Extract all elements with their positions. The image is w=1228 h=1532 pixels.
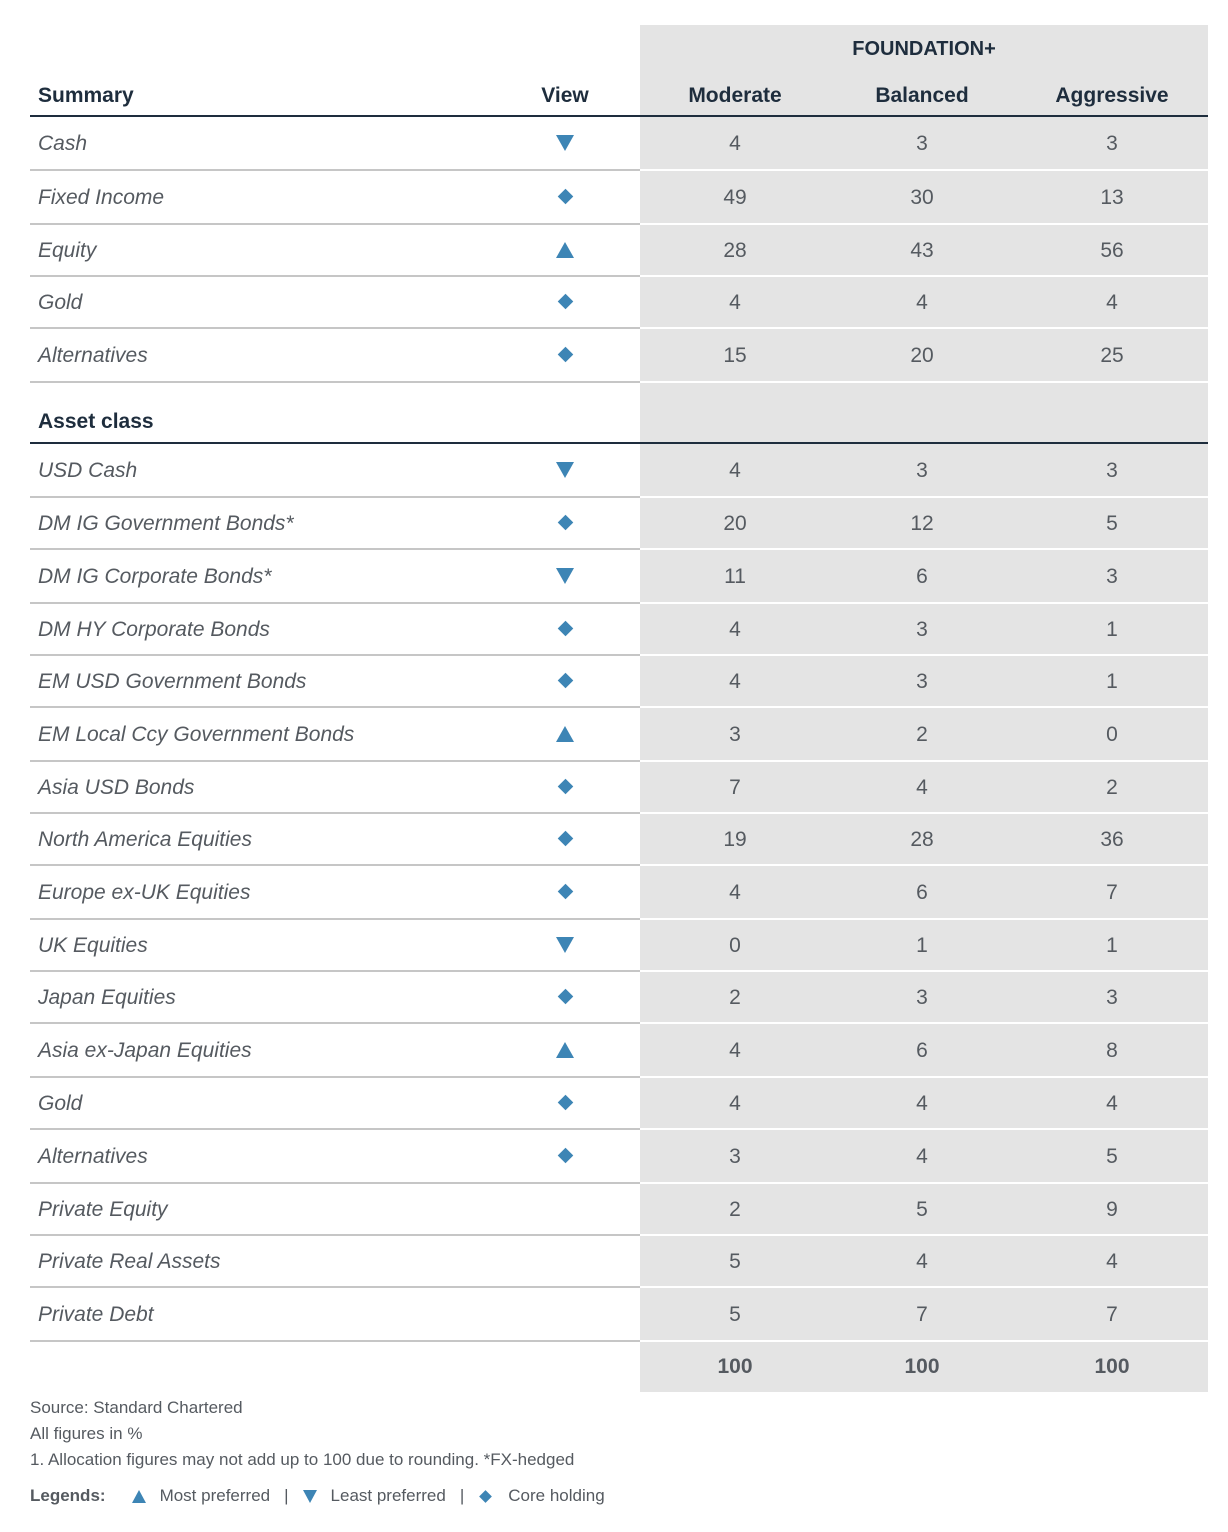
value-balanced: 4 (916, 1145, 928, 1168)
value-balanced: 6 (916, 565, 928, 588)
triangle-up-icon (556, 242, 574, 258)
legend-least-preferred: Least preferred (330, 1486, 446, 1505)
view-indicator (545, 1095, 585, 1113)
triangle-down-icon (303, 1490, 317, 1503)
row-label: DM IG Corporate Bonds* (38, 565, 272, 588)
legend (30, 1486, 605, 1506)
table-row (30, 1236, 1208, 1288)
value-balanced: 1 (916, 934, 928, 957)
diamond-icon (479, 1490, 492, 1503)
value-aggressive: 2 (1106, 776, 1118, 799)
legend-separator: | (459, 1486, 465, 1505)
table-row (30, 225, 1208, 277)
value-balanced: 12 (910, 512, 934, 535)
view-header: View (541, 84, 589, 107)
triangle-up-icon (556, 726, 574, 742)
row-label: Cash (38, 132, 88, 155)
diamond-icon (557, 831, 573, 847)
totals-row (30, 1343, 1208, 1393)
row-label: Gold (38, 1092, 83, 1115)
table-row (30, 550, 1208, 604)
table-row (30, 498, 1208, 550)
row-label: Private Debt (38, 1303, 154, 1326)
value-balanced: 4 (916, 291, 928, 314)
table-row (30, 972, 1208, 1024)
row-label: Europe ex-UK Equities (38, 881, 251, 904)
value-aggressive: 8 (1106, 1039, 1118, 1062)
view-indicator (545, 462, 585, 483)
value-moderate: 4 (729, 670, 741, 693)
row-label: DM IG Government Bonds* (38, 512, 294, 535)
value-moderate: 3 (729, 1145, 741, 1168)
value-balanced: 3 (916, 618, 928, 641)
value-balanced: 7 (916, 1303, 928, 1326)
row-label: Gold (38, 291, 83, 314)
row-label: Asia ex-Japan Equities (38, 1039, 252, 1062)
table-row (30, 171, 1208, 225)
view-indicator (545, 242, 585, 263)
value-aggressive: 13 (1100, 186, 1124, 209)
value-moderate: 4 (729, 1039, 741, 1062)
diamond-icon (557, 515, 573, 531)
value-moderate: 4 (729, 1092, 741, 1115)
row-divider (640, 1340, 1208, 1342)
diamond-icon (557, 347, 573, 363)
value-balanced: 43 (910, 239, 934, 262)
value-aggressive: 3 (1106, 986, 1118, 1009)
value-balanced: 4 (916, 1092, 928, 1115)
triangle-down-icon (556, 462, 574, 478)
value-balanced: 3 (916, 670, 928, 693)
view-indicator (545, 937, 585, 958)
value-moderate: 7 (729, 776, 741, 799)
diamond-icon (557, 1148, 573, 1164)
value-aggressive: 5 (1106, 1145, 1118, 1168)
diamond-icon (557, 621, 573, 637)
value-aggressive: 25 (1100, 344, 1124, 367)
diamond-icon (557, 1095, 573, 1111)
legend-most-preferred: Most preferred (159, 1486, 271, 1505)
legend-separator: | (284, 1486, 289, 1505)
value-aggressive: 36 (1100, 828, 1124, 851)
units-note: All figures in % (30, 1424, 143, 1443)
view-indicator (545, 884, 585, 902)
value-balanced: 2 (916, 723, 928, 746)
value-aggressive: 3 (1106, 565, 1118, 588)
table-row (30, 920, 1208, 972)
row-label: North America Equities (38, 828, 252, 851)
value-balanced: 30 (910, 186, 934, 209)
row-label: USD Cash (38, 459, 138, 482)
table-row (30, 708, 1208, 762)
value-aggressive: 5 (1106, 512, 1118, 535)
triangle-down-icon (556, 568, 574, 584)
row-label: Alternatives (38, 344, 148, 367)
triangle-down-icon (556, 135, 574, 151)
row-label: Equity (38, 239, 97, 262)
view-indicator (545, 135, 585, 156)
diamond-icon (557, 779, 573, 795)
value-moderate: 28 (723, 239, 747, 262)
row-label: Private Real Assets (38, 1250, 221, 1273)
table-row (30, 814, 1208, 866)
view-indicator (545, 621, 585, 639)
triangle-up-icon (132, 1490, 146, 1503)
value-moderate: 20 (723, 512, 747, 535)
value-aggressive: 4 (1106, 291, 1118, 314)
diamond-icon (557, 989, 573, 1005)
table-row (30, 444, 1208, 498)
row-divider (640, 381, 1208, 383)
value-balanced: 6 (916, 881, 928, 904)
view-indicator (545, 779, 585, 797)
view-indicator (545, 568, 585, 589)
value-balanced: 3 (916, 986, 928, 1009)
value-aggressive: 7 (1106, 881, 1118, 904)
foundation-group-header: FOUNDATION+ (852, 38, 996, 60)
diamond-icon (557, 294, 573, 310)
table-row (30, 117, 1208, 171)
table-row (30, 604, 1208, 656)
table-row (30, 762, 1208, 814)
value-balanced: 5 (916, 1198, 928, 1221)
value-aggressive: 3 (1106, 132, 1118, 155)
view-indicator (545, 1148, 585, 1166)
row-label: DM HY Corporate Bonds (38, 618, 270, 641)
table-row (30, 1130, 1208, 1184)
value-balanced: 4 (916, 776, 928, 799)
table-row (30, 1184, 1208, 1236)
table-row (30, 866, 1208, 920)
value-moderate: 2 (729, 1198, 741, 1221)
value-aggressive: 9 (1106, 1198, 1118, 1221)
diamond-icon (557, 884, 573, 900)
table-row (30, 1078, 1208, 1130)
value-moderate: 3 (729, 723, 741, 746)
value-moderate: 5 (729, 1250, 741, 1273)
view-indicator (545, 515, 585, 533)
diamond-icon (557, 189, 573, 205)
view-indicator (545, 726, 585, 747)
asset-class-title: Asset class (38, 410, 154, 433)
value-balanced: 28 (910, 828, 934, 851)
value-aggressive: 1 (1106, 934, 1118, 957)
value-balanced: 4 (916, 1250, 928, 1273)
aggressive-header: Aggressive (1055, 84, 1169, 107)
table-row (30, 329, 1208, 383)
value-moderate: 2 (729, 986, 741, 1009)
summary-header: Summary (38, 84, 134, 107)
rounding-note: 1. Allocation figures may not add up to 100 due to rounding. *FX-hedged (30, 1450, 575, 1469)
value-aggressive: 1 (1106, 670, 1118, 693)
table-row (30, 1288, 1208, 1342)
triangle-up-icon (556, 1042, 574, 1058)
row-label: EM Local Ccy Government Bonds (38, 723, 355, 746)
total-moderate: 100 (717, 1355, 753, 1378)
value-aggressive: 3 (1106, 459, 1118, 482)
value-moderate: 49 (723, 186, 747, 209)
balanced-header: Balanced (875, 84, 969, 107)
view-indicator (545, 1042, 585, 1063)
value-moderate: 15 (723, 344, 747, 367)
value-aggressive: 4 (1106, 1250, 1118, 1273)
table-row (30, 277, 1208, 329)
value-moderate: 11 (724, 565, 746, 588)
row-label: Asia USD Bonds (38, 776, 195, 799)
value-aggressive: 4 (1106, 1092, 1118, 1115)
table-row (30, 656, 1208, 708)
view-indicator (545, 347, 585, 365)
value-aggressive: 0 (1106, 723, 1118, 746)
row-label: UK Equities (38, 934, 148, 957)
table-row (30, 1024, 1208, 1078)
value-moderate: 4 (729, 291, 741, 314)
triangle-down-icon (556, 937, 574, 953)
row-label: EM USD Government Bonds (38, 670, 307, 693)
row-label: Japan Equities (38, 986, 176, 1009)
row-label: Private Equity (38, 1198, 168, 1221)
value-balanced: 20 (910, 344, 934, 367)
value-moderate: 0 (729, 934, 741, 957)
value-balanced: 3 (916, 132, 928, 155)
view-indicator (545, 831, 585, 849)
diamond-icon (557, 673, 573, 689)
legend-title: Legends: (30, 1486, 106, 1505)
row-label: Alternatives (38, 1145, 148, 1168)
view-indicator (545, 989, 585, 1007)
row-label: Fixed Income (38, 186, 165, 209)
value-moderate: 4 (729, 132, 741, 155)
legend-core-holding: Core holding (508, 1486, 605, 1505)
source-note: Source: Standard Chartered (30, 1398, 243, 1417)
value-aggressive: 1 (1106, 618, 1118, 641)
total-aggressive: 100 (1094, 1355, 1130, 1378)
view-indicator (545, 673, 585, 691)
value-aggressive: 7 (1106, 1303, 1118, 1326)
view-indicator (545, 294, 585, 312)
value-moderate: 4 (729, 459, 741, 482)
moderate-header: Moderate (688, 84, 782, 107)
value-aggressive: 56 (1100, 239, 1124, 262)
value-moderate: 5 (729, 1303, 741, 1326)
value-moderate: 4 (729, 881, 741, 904)
value-moderate: 4 (729, 618, 741, 641)
value-moderate: 19 (723, 828, 747, 851)
view-indicator (545, 189, 585, 207)
value-balanced: 3 (916, 459, 928, 482)
value-balanced: 6 (916, 1039, 928, 1062)
total-balanced: 100 (904, 1355, 940, 1378)
